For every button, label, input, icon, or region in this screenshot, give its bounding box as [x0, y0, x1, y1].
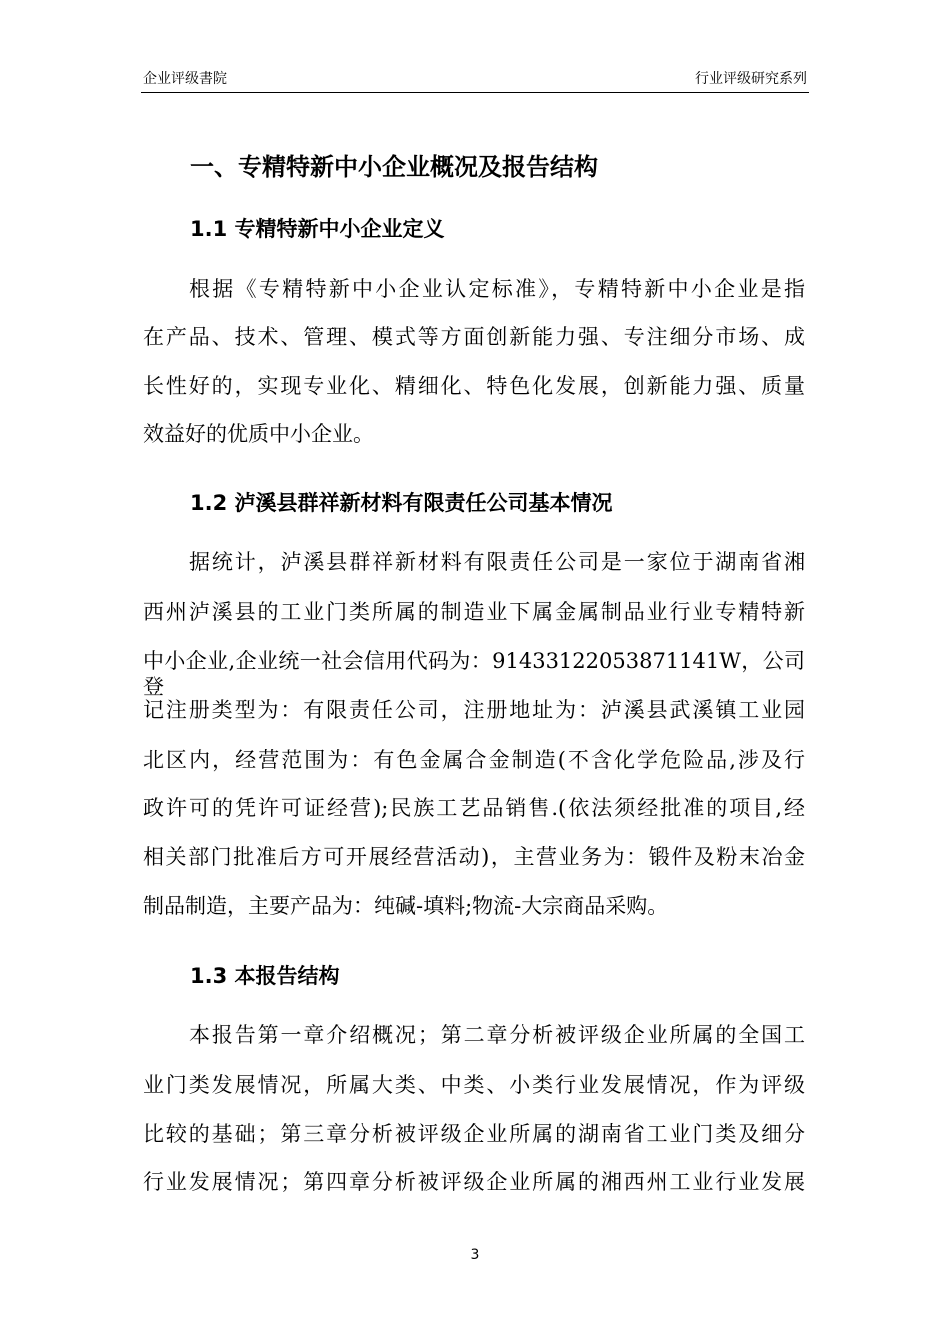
paragraph-line: 根据《专精特新中小企业认定标准》，专精特新中小企业是指 — [189, 277, 805, 301]
paragraph-line: 中小企业,企业统一社会信用代码为：91433122053871141W，公司登 — [143, 649, 805, 699]
section-title-1-1: 1.1 专精特新中小企业定义 — [190, 217, 445, 241]
paragraph-line: 西州泸溪县的工业门类所属的制造业下属金属制品业行业专精特新 — [143, 600, 805, 624]
paragraph-line: 相关部门批准后方可开展经营活动)，主营业务为：锻件及粉末冶金 — [143, 845, 805, 869]
paragraph-line: 业门类发展情况，所属大类、中类、小类行业发展情况，作为评级 — [143, 1073, 805, 1097]
paragraph-line: 北区内，经营范围为：有色金属合金制造(不含化学危险品,涉及行 — [143, 748, 805, 772]
page-number: 3 — [470, 1247, 480, 1263]
chapter-title: 一、专精特新中小企业概况及报告结构 — [190, 153, 598, 181]
header-divider — [141, 92, 809, 93]
paragraph-line: 长性好的，实现专业化、精细化、特色化发展，创新能力强、质量 — [143, 374, 805, 398]
paragraph-line: 记注册类型为：有限责任公司，注册地址为：泸溪县武溪镇工业园 — [143, 698, 805, 722]
section-title-1-2: 1.2 泸溪县群祥新材料有限责任公司基本情况 — [190, 491, 613, 515]
paragraph-line: 行业发展情况；第四章分析被评级企业所属的湘西州工业行业发展 — [143, 1170, 805, 1194]
header-left-title: 企业评级書院 — [143, 71, 227, 87]
section-title-1-3: 1.3 本报告结构 — [190, 964, 340, 988]
paragraph-line: 效益好的优质中小企业。 — [143, 422, 374, 446]
paragraph-line: 在产品、技术、管理、模式等方面创新能力强、专注细分市场、成 — [143, 325, 805, 349]
paragraph-line: 制品制造，主要产品为：纯碱-填料;物流-大宗商品采购。 — [143, 894, 669, 918]
header-right-title: 行业评级研究系列 — [695, 71, 807, 87]
paragraph-line: 本报告第一章介绍概况；第二章分析被评级企业所属的全国工 — [189, 1023, 805, 1047]
paragraph-line: 比较的基础；第三章分析被评级企业所属的湖南省工业门类及细分 — [143, 1122, 805, 1146]
paragraph-line: 政许可的凭许可证经营);民族工艺品销售.(依法须经批准的项目,经 — [143, 796, 805, 820]
paragraph-line: 据统计，泸溪县群祥新材料有限责任公司是一家位于湖南省湘 — [189, 550, 805, 574]
